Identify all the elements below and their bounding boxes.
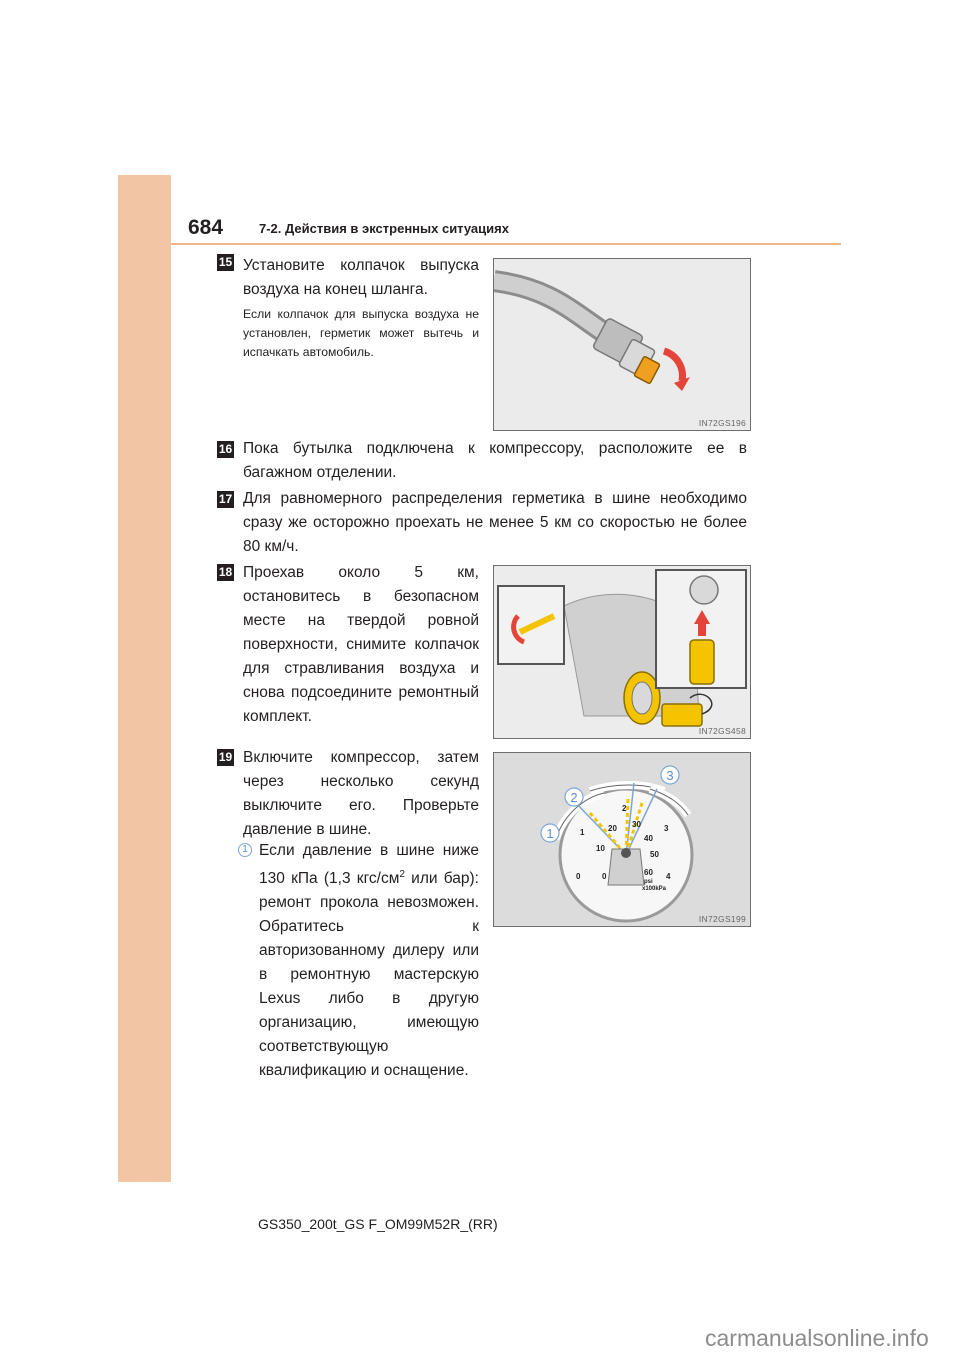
figure-air-release-cap: [493, 258, 751, 431]
bullet-superscript: 2: [399, 869, 405, 880]
gauge-tick-psi-30: 30: [632, 820, 641, 829]
step-15-text: Установите колпачок выпуска воздуха на конец шланга.: [243, 257, 479, 298]
pressure-gauge-illustration: [494, 753, 750, 926]
step-17-text: Для равномерного распределения герметика в шине необходимо сразу же осторожно проехать не менее 5 км со скоростью не более 80 км/ч.: [243, 490, 747, 555]
gauge-callout-3: 3: [666, 768, 674, 783]
step-15-number: 15: [218, 255, 233, 269]
gauge-tick-psi-20: 20: [608, 824, 617, 833]
chapter-sidebar-tab: [118, 175, 171, 1182]
gauge-callout-2: 2: [570, 790, 578, 805]
gauge-callout-1: 1: [546, 826, 554, 841]
step-17-number: 17: [218, 492, 233, 506]
bullet-text-pre: Если давление в шине ниже 130 кПа (1,3 кгс/см: [259, 842, 479, 888]
figure-reconnect-kit: [493, 565, 751, 739]
gauge-tick-psi-0: 0: [602, 872, 607, 881]
figure-code-18: IN72GS458: [698, 726, 746, 736]
gauge-tick-psi-10: 10: [596, 844, 605, 853]
callout-1-marker: 1: [238, 843, 252, 857]
step-19-number: 19: [218, 750, 233, 764]
step-18-number: 18: [218, 565, 233, 579]
page-number: 684: [188, 216, 224, 239]
figure-code-19: IN72GS199: [698, 914, 746, 924]
step-15-note: Если колпачок для выпуска воздуха не установлен, герметик может вытечь и испачкать автомобиль.: [243, 307, 479, 359]
step-19-bullet: [259, 839, 479, 1083]
gauge-tick-psi-40: 40: [644, 834, 653, 843]
gauge-tick-psi-50: 50: [650, 850, 659, 859]
step-16-number: 16: [218, 442, 233, 456]
gauge-unit-psi: psi: [644, 879, 653, 885]
gauge-tick-kpa-4: 4: [666, 872, 671, 881]
gauge-tick-psi-60: 60: [644, 868, 653, 877]
figure-pressure-gauge: [493, 752, 751, 927]
gauge-tick-kpa-3: 3: [664, 824, 669, 833]
section-title: 7-2. Действия в экстренных ситуациях: [259, 221, 509, 236]
gauge-tick-kpa-1: 1: [580, 828, 585, 837]
step-16-text: Пока бутылка подключена к компрессору, расположите ее в багажном отделении.: [243, 440, 747, 481]
figure-code-15: IN72GS196: [698, 418, 746, 428]
gauge-unit-kpa: x100kPa: [642, 886, 667, 892]
bullet-text-post: или бар): ремонт прокола невозможен. Обратитесь к авторизованному дилеру или в ремонтную мастерскую Lexus либо в другую организацию, имеющую соответствующую квалификацию и оснащение.: [259, 870, 479, 1080]
gauge-tick-kpa-2: 2: [622, 804, 627, 813]
step-18-text: Проехав около 5 км, остановитесь в безопасном месте на твердой ровной поверхности, снимите колпачок для стравливания воздуха и снова подсоедините ремонтный комплект.: [243, 564, 479, 725]
site-watermark: carmanualsonline.info: [705, 1325, 929, 1351]
hose-cap-illustration: [494, 259, 750, 430]
car-repair-kit-illustration: [494, 566, 750, 738]
step-19-text: Включите компрессор, затем через несколько секунд выключите его. Проверьте давление в шине.: [243, 749, 479, 838]
gauge-tick-kpa-0: 0: [576, 872, 581, 881]
footer-model-code: GS350_200t_GS F_OM99M52R_(RR): [258, 1216, 498, 1232]
header-divider: [171, 243, 841, 245]
